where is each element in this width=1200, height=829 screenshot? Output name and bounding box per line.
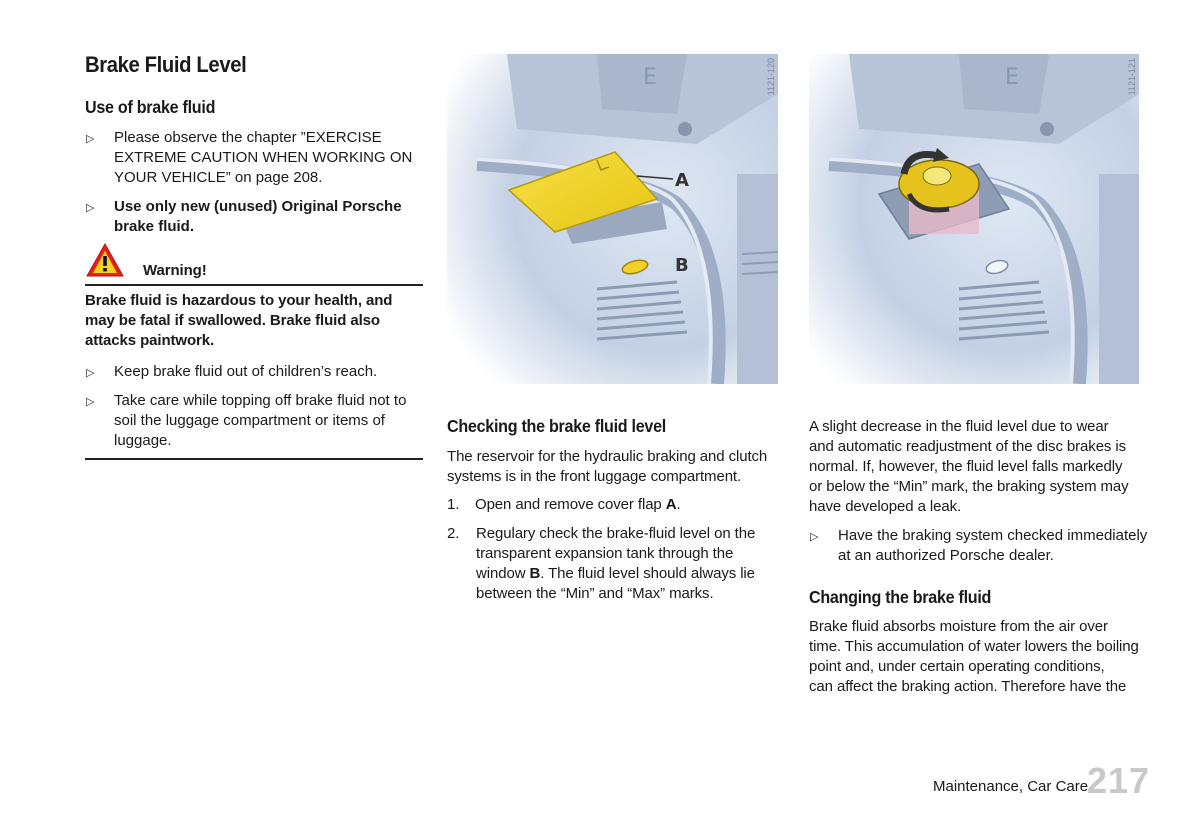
right-para-2: Brake fluid absorbs moisture from the air over time. This accumulation of water lowers the boiling point and, under certain operating conditions, can affect the braking action. Therefore have the xyxy=(809,618,1139,695)
svg-text:E: E xyxy=(1005,65,1019,90)
bullet-topping-off: ▷ Take care while topping off brake fluid not to soil the luggage compartment or items of luggage. xyxy=(86,392,407,449)
warning-label: Warning! xyxy=(143,262,207,279)
page-number: 217 xyxy=(1087,760,1151,801)
bullet-children-reach: ▷ Keep brake fluid out of children’s reach. xyxy=(86,362,426,382)
warning-triangle-icon xyxy=(85,242,125,278)
svg-text:A: A xyxy=(675,170,689,191)
svg-text:B: B xyxy=(675,255,689,276)
right-para-1: A slight decrease in the fluid level due to wear and automatic readjustment of the disc brakes is normal. If, however, the fluid level falls markedly or below the “Min” mark, the braking system may have developed a leak. xyxy=(809,418,1129,515)
bullet-triangle-icon: ▷ xyxy=(86,396,95,408)
figure-cover-flap xyxy=(447,54,778,384)
checking-heading: Checking the brake fluid level xyxy=(447,416,666,436)
figure2-code: 1121-121 xyxy=(1127,58,1137,96)
warning-text: Brake fluid is hazardous to your health, and may be fatal if swallowed. Brake fluid also attacks paintwork. xyxy=(85,292,393,349)
bullet-use-new-fluid: ▷ Use only new (unused) Original Porsche brake fluid. xyxy=(86,198,402,235)
changing-heading: Changing the brake fluid xyxy=(809,587,992,607)
bullet-have-checked: ▷ Have the braking system checked immediately at an authorized Porsche dealer. xyxy=(810,527,1148,564)
bullet-triangle-icon: ▷ xyxy=(810,531,819,543)
step-2: 2. Regulary check the brake-fluid level on the transparent expansion tank through the window B. The fluid level should always lie between the “Min” and “Max” marks. xyxy=(447,525,756,602)
figure-reservoir xyxy=(809,54,1139,384)
warning-top-rule xyxy=(85,284,423,286)
middle-intro: The reservoir for the hydraulic braking and clutch systems is in the front luggage compartment. xyxy=(447,448,768,485)
bullet-triangle-icon: ▷ xyxy=(86,202,95,214)
bullet-triangle-icon: ▷ xyxy=(86,133,95,145)
page-title: Brake Fluid Level xyxy=(85,52,247,77)
bullet-triangle-icon: ▷ xyxy=(86,367,95,379)
figure1-code: 1121-120 xyxy=(766,58,776,96)
svg-text:E: E xyxy=(643,65,657,90)
use-of-brake-fluid-heading: Use of brake fluid xyxy=(85,97,216,117)
bullet-observe-chapter: ▷ Please observe the chapter ”EXERCISE EXTREME CAUTION WHEN WORKING ON YOUR VEHICLE” on page 208. xyxy=(86,129,413,186)
step-1: 1. Open and remove cover flap A. xyxy=(447,496,681,513)
warning-bottom-rule xyxy=(85,458,423,460)
footer-section: Maintenance, Car Care xyxy=(933,778,1089,795)
